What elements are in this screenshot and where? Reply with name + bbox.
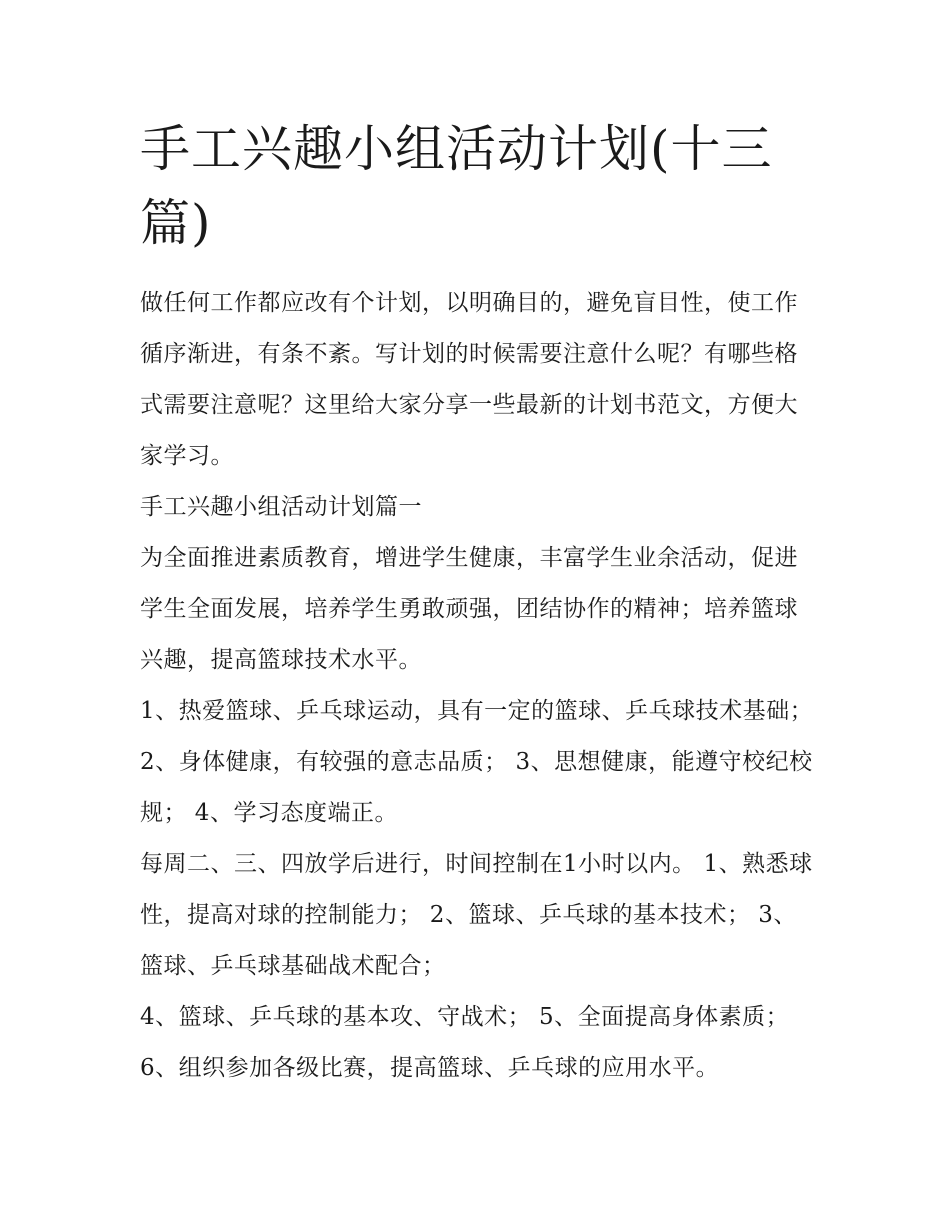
requirements-paragraph: 1、热爱篮球、乒乓球运动，具有一定的篮球、乒乓球技术基础； 2、身体健康，有较强的意志品质； 3、思想健康，能遵守校纪校规； 4、学习态度端正。 xyxy=(140,698,814,826)
schedule-paragraph: 每周二、三、四放学后进行，时间控制在1小时以内。 1、熟悉球性，提高对球的控制能力； 2、篮球、乒乓球的基本技术； 3、篮球、乒乓球基础战术配合； xyxy=(140,851,813,979)
content-paragraph: 4、篮球、乒乓球的基本攻、守战术； 5、全面提高身体素质； 6、组织参加各级比赛，提高篮球、乒乓球的应用水平。 xyxy=(140,1004,790,1081)
section-heading: 手工兴趣小组活动计划篇一 xyxy=(140,494,422,520)
document-title: 手工兴趣小组活动计划(十三篇) xyxy=(140,120,773,252)
purpose-paragraph: 为全面推进素质教育，增进学生健康，丰富学生业余活动，促进学生全面发展，培养学生勇敢顽强，团结协作的精神；培养篮球兴趣，提高篮球技术水平。 xyxy=(140,545,798,673)
document-body xyxy=(140,278,820,1094)
intro-paragraph: 做任何工作都应改有个计划，以明确目的，避免盲目性，使工作循序渐进，有条不紊。写计划的时候需要注意什么呢？有哪些格式需要注意呢？这里给大家分享一些最新的计划书范文，方便大家学习。 xyxy=(140,290,798,469)
